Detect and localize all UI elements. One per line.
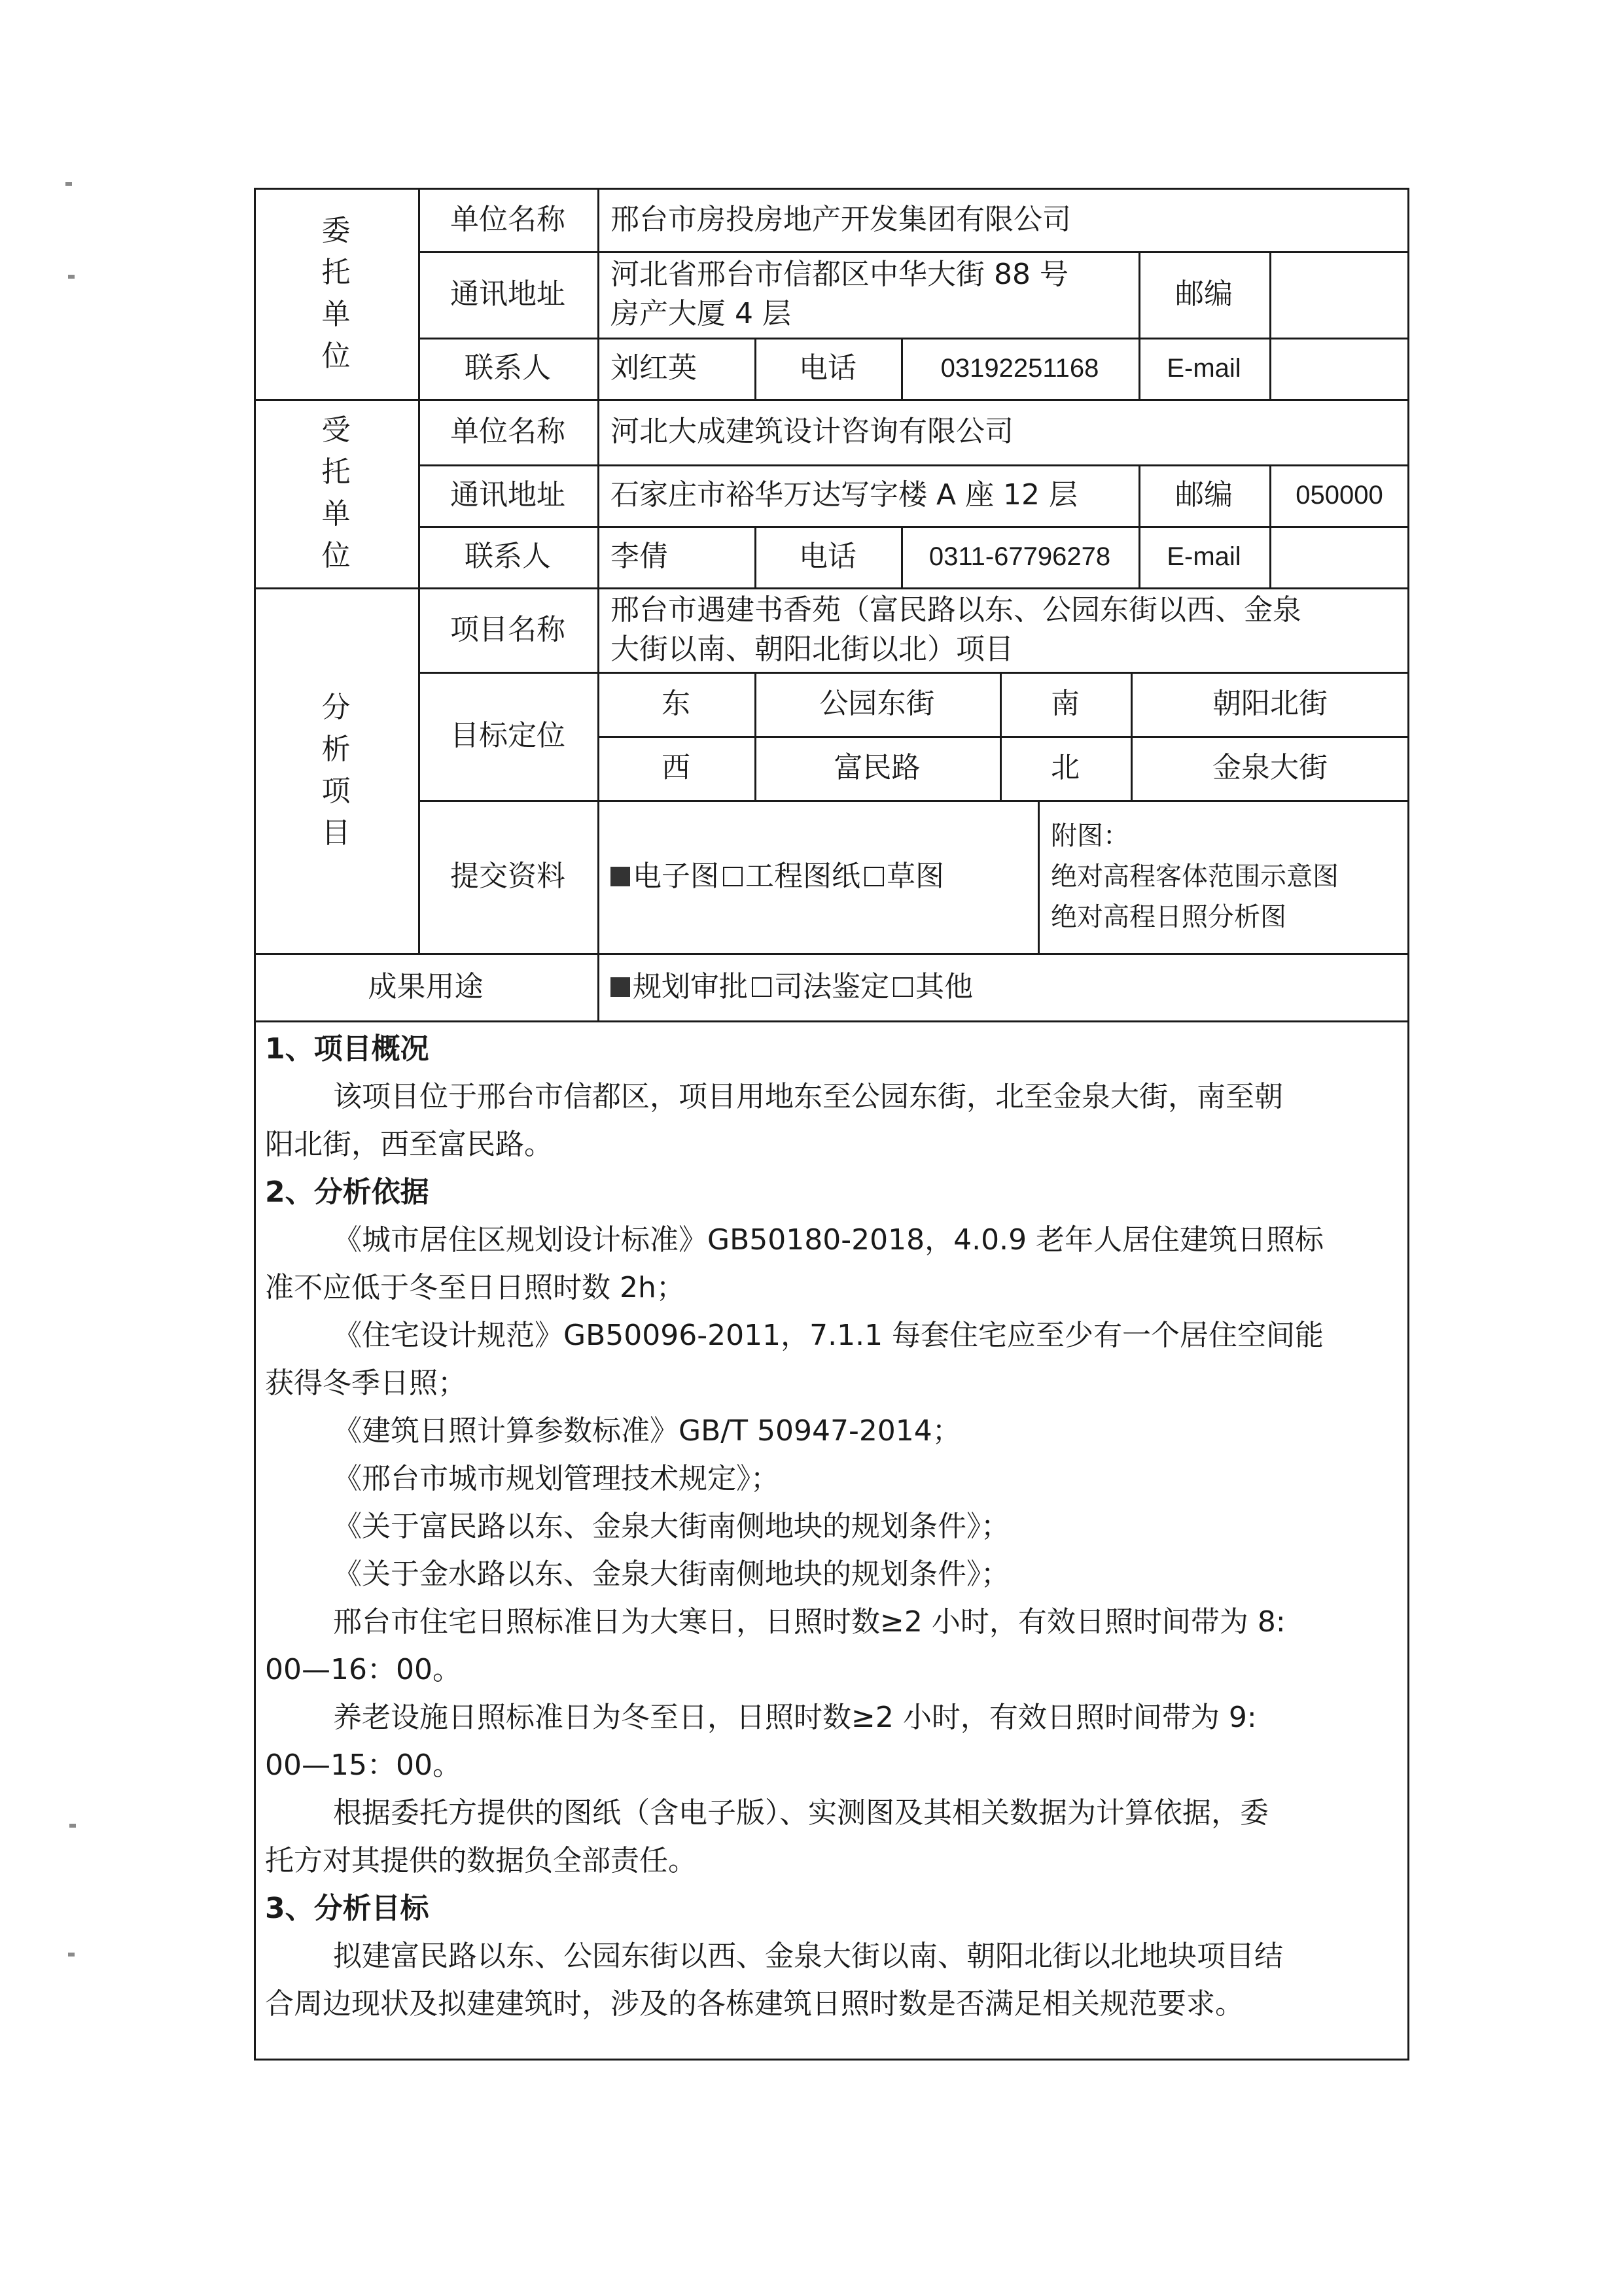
attachments-title: 附图： [1051,821,1129,851]
project-name-label: 项目名称 [450,612,565,646]
contractor-section-char: 位 [321,539,351,572]
client-postcode-label: 邮编 [1175,277,1233,311]
scan-speck [69,1824,76,1828]
paragraph-line: 拟建富民路以东、公园东街以西、金泉大街以南、朝阳北街以北地块项目结 [333,1939,1283,1973]
scan-speck [65,182,72,186]
materials-options [597,800,1038,953]
paragraph-line: 《关于金水路以东、金泉大街南侧地块的规划条件》； [333,1557,1010,1591]
contractor-unit-name-label: 单位名称 [450,415,565,448]
section-3-title: 3、分析目标 [265,1892,429,1925]
client-phone-label: 电话 [799,351,856,385]
checkbox-judicial-appraisal[interactable] [752,977,771,997]
option-label: 电子图 [633,860,719,893]
body-border-bottom [254,2059,1409,2061]
paragraph-line: 《建筑日照计算参数标准》GB/T 50947-2014； [333,1414,961,1448]
section-2-title: 2、分析依据 [265,1175,429,1209]
project-section-char: 析 [321,732,351,766]
attachment-item: 绝对高程日照分析图 [1051,902,1286,932]
contractor-phone-label: 电话 [799,540,856,573]
contractor-section-label [254,399,418,587]
attachment-item: 绝对高程客体范围示意图 [1051,861,1339,892]
project-section-char: 目 [321,816,351,850]
project-section-char: 项 [321,774,351,808]
paragraph-line: 《城市居住区规划设计标准》GB50180-2018，4.0.9 老年人居住建筑日照标 [333,1223,1324,1257]
info-table [254,188,1409,1022]
client-contact-label: 联系人 [465,351,551,385]
target-label: 目标定位 [450,719,565,752]
checkbox-planning-approval[interactable] [610,977,630,997]
paragraph-line: 阳北街，西至富民路。 [265,1128,553,1161]
option-label: 规划审批 [633,969,748,1003]
client-section-label [254,188,418,399]
client-unit-name-label: 单位名称 [450,202,565,236]
paragraph-line: 邢台市住宅日照标准日为大寒日，日照时数≥2 小时，有效日照时间带为 8: [333,1605,1286,1639]
body-border-right [1407,1022,1409,2061]
report-body [265,1025,1397,2028]
client-email [1269,338,1409,399]
checkbox-engineering-drawing[interactable] [723,867,743,886]
body-border-left [254,1022,256,2061]
scan-speck [68,275,75,279]
option-label: 草图 [887,860,944,893]
client-unit-name: 邢台市房投房地产开发集团有限公司 [610,202,1071,236]
checkbox-sketch[interactable] [864,867,884,886]
client-address-line: 房产大厦 4 层 [610,297,791,330]
usage-label: 成果用途 [368,969,484,1003]
project-section-label [254,587,418,953]
project-name-line: 邢台市遇建书香苑（富民路以东、公园东街以西、金泉 [610,593,1301,627]
direction-east-label: 东 [662,687,690,720]
contractor-postcode: 050000 [1296,481,1383,510]
section-1-title: 1、项目概况 [265,1032,429,1066]
client-phone: 03192251168 [940,354,1099,383]
option-label: 工程图纸 [745,860,860,893]
paragraph-line: 托方对其提供的数据负全部责任。 [265,1844,697,1877]
project-section-char: 分 [321,690,351,724]
contractor-postcode-label: 邮编 [1175,478,1233,512]
checkbox-other[interactable] [893,977,913,997]
client-contact: 刘红英 [610,351,697,385]
paragraph-line: 《邢台市城市规划管理技术规定》； [333,1462,779,1495]
direction-west-label: 西 [662,751,690,784]
usage-options [597,953,1409,1020]
direction-north-value: 金泉大街 [1212,751,1328,784]
direction-east-value: 公园东街 [819,687,935,720]
contractor-phone: 0311-67796278 [928,542,1111,571]
client-section-char: 单 [321,297,351,331]
client-section-char: 位 [321,339,351,373]
contractor-section-char: 单 [321,497,351,531]
paragraph-line: 养老设施日照标准日为冬至日，日照时数≥2 小时，有效日照时间带为 9: [333,1701,1257,1734]
paragraph-line: 《关于富民路以东、金泉大街南侧地块的规划条件》； [333,1510,1010,1543]
option-label: 其他 [915,969,973,1003]
paragraph-line: 获得冬季日照； [265,1366,467,1400]
contractor-section-char: 受 [321,413,351,447]
attachments [1038,800,1409,953]
materials-label: 提交资料 [450,860,565,893]
direction-south-label: 南 [1051,687,1080,720]
contractor-address-label: 通讯地址 [450,478,565,512]
project-name [597,587,1409,672]
direction-west-value: 富民路 [834,751,921,784]
direction-north-label: 北 [1051,751,1080,784]
client-section-char: 托 [321,255,351,289]
contractor-unit-name: 河北大成建筑设计咨询有限公司 [610,415,1014,448]
client-address-line: 河北省邢台市信都区中华大街 88 号 [610,258,1068,291]
scan-speck [68,1953,75,1957]
contractor-email-label: E-mail [1167,542,1241,571]
paragraph-line: 根据委托方提供的图纸（含电子版）、实测图及其相关数据为计算依据，委 [333,1796,1269,1830]
paragraph-line: 00—15：00。 [265,1748,461,1782]
option-label: 司法鉴定 [774,969,889,1003]
contractor-address: 石家庄市裕华万达写字楼 A 座 12 层 [610,478,1078,512]
paragraph-line: 《住宅设计规范》GB50096-2011，7.1.1 每套住宅应至少有一个居住空间能 [333,1319,1324,1352]
contractor-contact-label: 联系人 [465,540,551,573]
paragraph-line: 00—16：00。 [265,1653,461,1686]
paragraph-line: 准不应低于冬至日日照时数 2h； [265,1271,685,1304]
client-email-label: E-mail [1167,354,1241,383]
client-address-label: 通讯地址 [450,277,565,311]
table-rule [254,1020,1409,1022]
paragraph-line: 该项目位于邢台市信都区，项目用地东至公园东街，北至金泉大街，南至朝 [333,1080,1283,1113]
contractor-contact: 李倩 [610,540,668,573]
contractor-section-char: 托 [321,455,351,489]
direction-south-value: 朝阳北街 [1212,687,1328,720]
checkbox-electronic-drawing[interactable] [610,867,630,886]
client-address [597,251,1139,338]
client-postcode [1269,251,1409,338]
paragraph-line: 合周边现状及拟建建筑时，涉及的各栋建筑日照时数是否满足相关规范要求。 [265,1987,1244,2021]
contractor-email [1269,526,1409,587]
project-name-line: 大街以南、朝阳北街以北）项目 [610,632,1014,666]
client-section-char: 委 [321,213,351,247]
